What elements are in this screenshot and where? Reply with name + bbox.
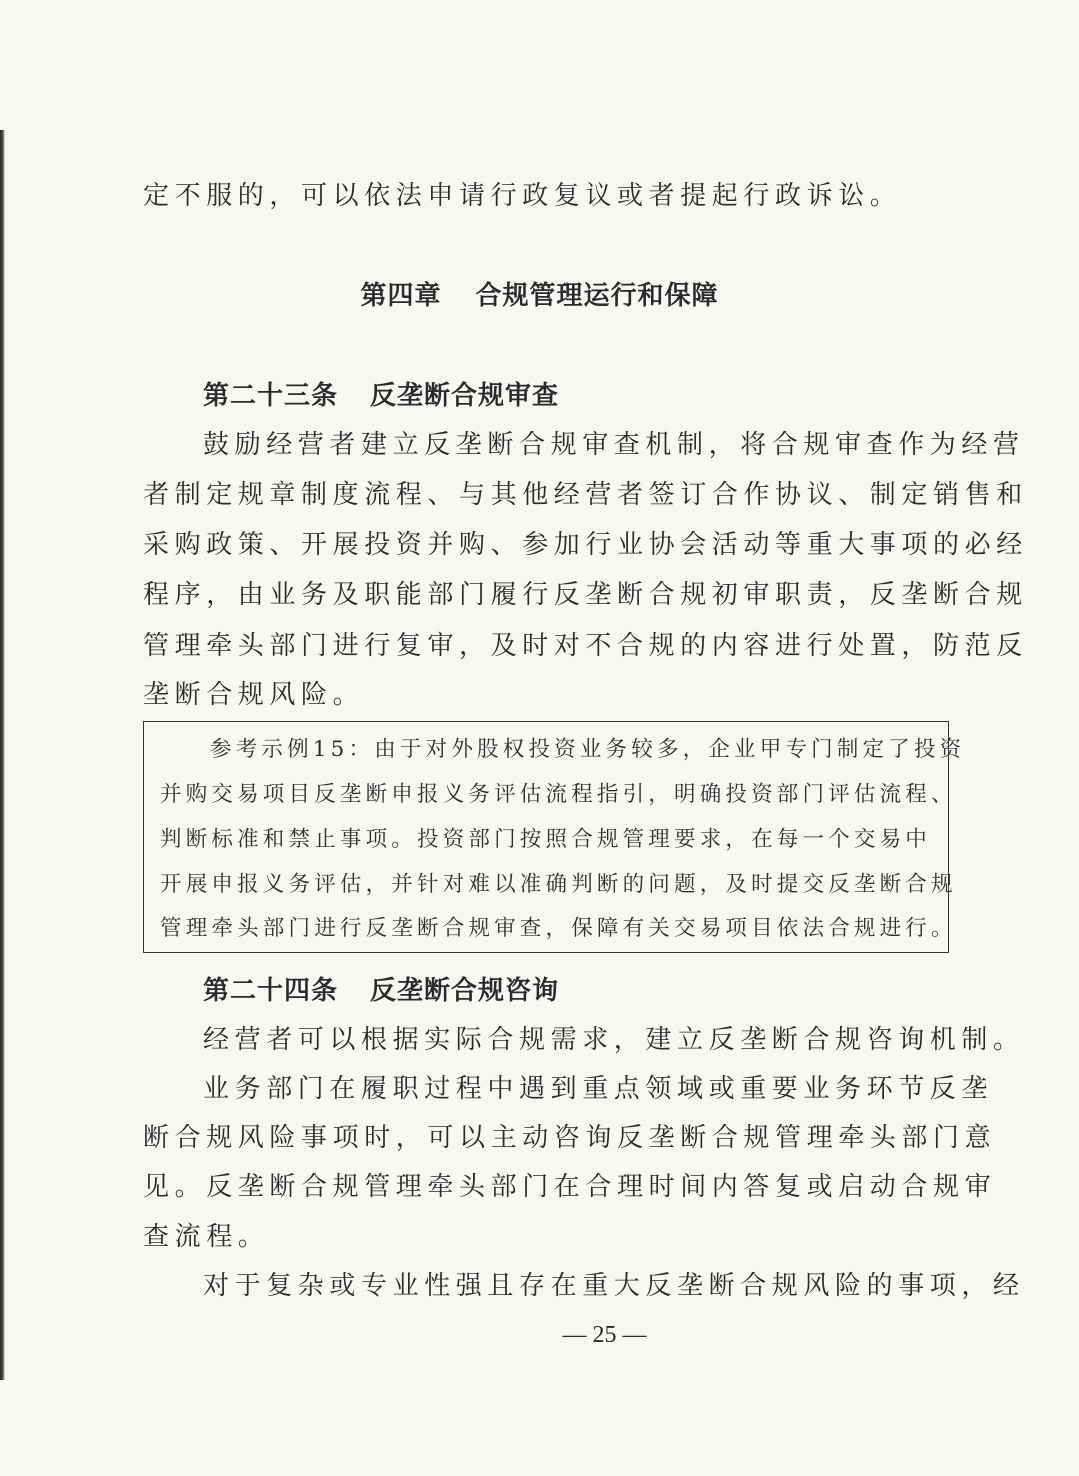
chapter-title: 合规管理运行和保障 xyxy=(475,281,719,311)
reference-example-box xyxy=(143,721,966,953)
article-number: 第二十四条 xyxy=(203,976,339,1006)
article-title: 反垄断合规审查 xyxy=(370,381,560,411)
paragraph-line: 采购政策、开展投资并购、参加行业协会活动等重大事项的必经 xyxy=(143,530,1028,560)
paragraph-line: 断合规风险事项时，可以主动咨询反垄断合规管理牵头部门意 xyxy=(143,1123,997,1153)
example-line: 判断标准和禁止事项。投资部门按照合规管理要求，在每一个交易中 xyxy=(160,827,932,852)
paragraph-line: 管理牵头部门进行复审，及时对不合规的内容进行处置，防范反 xyxy=(143,631,1028,661)
paragraph-line: 者制定规章制度流程、与其他经营者签订合作协议、制定销售和 xyxy=(143,480,1028,510)
article-title: 反垄断合规咨询 xyxy=(370,976,560,1006)
paragraph-line: 定不服的，可以依法申请行政复议或者提起行政诉讼。 xyxy=(143,181,902,211)
paragraph-line: 经营者可以根据实际合规需求，建立反垄断合规咨询机制。 xyxy=(203,1025,1025,1055)
paragraph-line: 见。反垄断合规管理牵头部门在合理时间内答复或启动合规审 xyxy=(143,1172,997,1202)
chapter-number: 第四章 xyxy=(360,281,442,311)
scan-edge-shadow xyxy=(0,130,5,1380)
page-number: — 25 — xyxy=(562,1322,647,1348)
example-line: 管理牵头部门进行反垄断合规审查，保障有关交易项目依法合规进行。 xyxy=(160,916,957,941)
paragraph-line: 垄断合规风险。 xyxy=(143,680,365,710)
article-24-heading xyxy=(203,976,951,1006)
article-23-heading xyxy=(203,381,951,411)
chapter-heading xyxy=(0,281,1079,311)
example-line: 参考示例15：由于对外股权投资业务较多，企业甲专门制定了投资 xyxy=(210,737,966,762)
paragraph-line: 鼓励经营者建立反垄断合规审查机制，将合规审查作为经营 xyxy=(203,430,1025,460)
example-line: 开展申报义务评估，并针对难以准确判断的问题，及时提交反垄断合规 xyxy=(160,872,957,897)
paragraph-line: 业务部门在履职过程中遇到重点领域或重要业务环节反垄 xyxy=(203,1074,994,1104)
example-line: 并购交易项目反垄断申报义务评估流程指引，明确投资部门评估流程、 xyxy=(160,782,957,807)
paragraph-line: 程序，由业务及职能部门履行反垄断合规初审职责，反垄断合规 xyxy=(143,580,1028,610)
paragraph-line: 对于复杂或专业性强且存在重大反垄断合规风险的事项，经 xyxy=(203,1271,1025,1301)
paragraph-line: 查流程。 xyxy=(143,1222,270,1252)
article-number: 第二十三条 xyxy=(203,381,339,411)
